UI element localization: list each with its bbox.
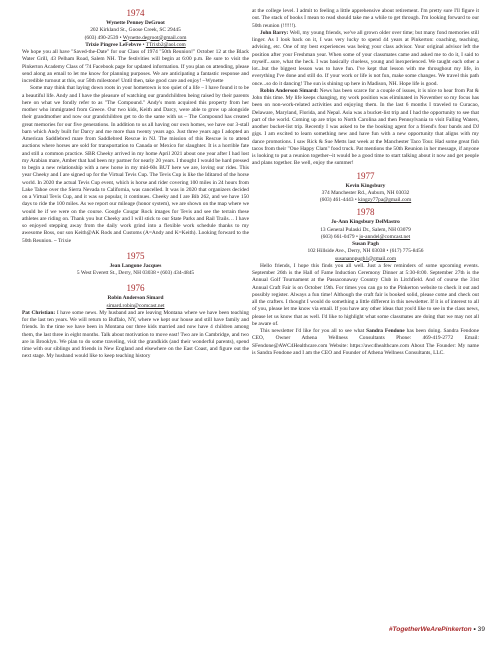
year-heading-1976: 1976 [126,283,145,294]
correspondent-address: 374 Manchester Rd., Auburn, NH 03032 [321,189,410,196]
footer-separator: • [473,626,476,633]
note-text: I have some news. My husband and are leaving Montana where we have been teaching for the last ten years. We will return to Buffalo, NY, where we kept our house and still have family and friends. In the time we have been in Montana our three kids married and now have 4 children among them, the last three in eight months. Talk about motivation to move east! Two are in Cambridge, and two are in Brooklyn. We plan to do some traveling, visit the grandkids (and their wonderful parents), spend time with our siblings and friends in New England and elsewhere on the East Coast, and figure out the next stage. My husband would like to keep teaching history [22,309,249,360]
year-heading-1977: 1977 [356,170,375,181]
correspondent-name: Trixie Pingree LeFebvre [85,41,142,48]
phone-number: (603) 461-4443 [319,197,354,203]
email-link[interactable]: susanannpugh1@gmail.com [334,255,397,262]
correspondent-name: Robin Anderson Simard [107,295,164,302]
footer-hashtag: #TogetherWeArePinkerton [388,626,472,633]
note-author: Pat Christian: [22,309,56,316]
left-column [22,8,249,361]
email-link[interactable]: TTrixb2@aol.com [145,41,186,48]
note-author: John Barry: [260,29,289,36]
class-note-paragraph: This newsletter I'd like for you all to see what Sandra Fendone has been doing. Sandra Fendone CEO, Owner Athena Wellness Consultants Phone: 469-419-2772 Email: SFendone@AWC4Healthcare.com Website: https://awc4healthcare.com About The Founder: My name is Sandra Fendone and I am the CEO and Founder of Athena Wellness Consultants, LLC. [252,328,479,356]
year-heading-1975: 1975 [126,250,145,261]
correspondent-address: 13 General Pulaski Dr., Salem, NH 03079 [320,226,411,233]
email-link[interactable]: simard.robin@comcast.net [106,302,165,309]
phone-number: (603) 661-0479 [320,233,355,240]
correspondent-name: Wynette Penney DeGroot [106,20,165,26]
email-link[interactable]: Wynette.degroot@gmail.com [122,34,187,41]
class-note-paragraph [22,310,249,361]
correspondent-contact: (603) 490-2539 • Wynette.degroot@gmail.com [84,34,187,41]
note-text: News has been scarce for a couple of issues, it is nice to hear from Pat & John this time. My life keeps changing, my work position was eliminated in November so my focus has been on non-work-related activities and enjoying them. In the last 6 months I traveled to Curacao, Delaware, Maryland, Florida, and Nepal. Asia was a bucket-list trip and I had the opportunity to see that part of the world. Coming up are trips to North Carolina and then Pennsylvania to visit Falling Waters, another bucket-list trip. Recently I was asked to be the booking agent for a friend's four bands and DJ gigs. I am excited to learn something new and have fun with a new opportunity that aligns with my dance promotions. I saw Rick & Sue Metts last week at the Manchester Taco Tour. Had some great fish tacos from their "One Happy Clam" food truck. Pat mentions the 50th Reunion in her message, if anyone is looking to put a reunion together--it would be a good time to start talking about it now and get people and plans together. Be well, enjoy the summer! [252,87,479,167]
page-number: 39 [477,626,485,633]
correspondent-address: 102 Hillside Ave., Derry, NH 03038 • (617) 775-8456 [307,248,424,255]
correspondent-address: 5 West Everett St., Derry, NH 03038 • (603) 434-4845 [76,270,195,276]
phone-number: (603) 490-2539 [84,34,119,41]
highlighted-name: Sandra Fendone [366,328,405,334]
year-heading-1974: 1974 [126,8,145,18]
correspondent-name: Jo-Ann Kingsbury DelMastro [331,219,400,226]
correspondent-2: Trixie Pingree LeFebvre • TTrixb2@aol.com [85,41,186,48]
note-author: Robin Anderson Simard: [260,87,319,94]
right-column: at the college level. I admit to feeling a little apprehensive about retirement. I'm pretty sure I'll figure it out. The stack of books I mean to read should take me a while to get through. I'm looking forward to our 50th reunion (!!!!!!). John Barry: Well, my young friends, we've all grown older over time; but many fond memories still linger. As I look back on it, I was very lucky to spend 44 years at Pinkerton: coaching, teaching, advising, etc. One of my best experiences was being your class advisor. Your original advisor left the position after your Freshman year. When some of your classmates came and asked me to do it, I said to myself...sure, what the heck. I was basically clueless, young and inexperienced. We taught each other a lot...but the biggest lesson was to have fun. I've kept that lesson with me throughout my life, in everything I've done and still do. If your work or life is not fun, make some changes. We travel this path once...so do it dancing! The sun is shining up here in Madison, NH. Hope life is good. Robin Anderson Simard: News has been scarce for a couple of issues, it is nice to hear from Pat & John this time. My life keeps changing, my work position was eliminated in November so my focus has been on non-work-related activities and enjoying them. In the last 6 months I traveled to Curacao, Delaware, Maryland, Florida, and Nepal. Asia was a bucket-list trip and I had the opportunity to see that part of the world. Coming up are trips to North Carolina and then Pennsylvania to visit Falling Waters, another bucket-list trip. Recently I was asked to be the booking agent for a friend's four bands and DJ gigs. I am excited to learn something new and have fun with a new opportunity that aligns with my dance promotions. I saw Rick & Sue Metts last week at the Manchester Taco Tour. Had some great fish tacos from their "One Happy Clam" food truck. Pat mentions the 50th Reunion in her message, if anyone is looking to put a reunion together--it would be a good time to start talking about it now and get people and plans together. Be well, enjoy the summer! 1977 Kevin Kingsbury 374 Manchester Rd., Auburn, NH 03032 (603) 461-4443 • kingzy77pa@gmail.com 1978 Jo-Ann Kingsbury DelMastro 13 General Pulaski Dr., Salem, NH 03079 (603) 661-0479 • jo-anndel@comcast.net Susan Pagh 102 Hillside Ave., Derry, NH 03038 • (617) 775-8456 susanannpugh1@gmail.com Hello friends, I hope this finds you all well. Just a few reminders of some upcoming events. September 26th is the Hall of Fame Induction Ceremony Dinner at 5:30-8:00. September 27th is the Annual Golf Tournament at the Passaconaway Country Club in Litchfield. And of course the 31st Annual Craft Fair is on October 19th. For times you can go to the Pinkerton website to check it out and possibly register. Always a fun time! Although the craft fair is booked solid, please come and check out all the crafters. I thought I would do something a little different in this newsletter. If it is of interest to all of you, please let me know via email. If you have any other ideas that you'd like to see in the class news, please let us know that as well. I'd like to highlight what some classmates are doing that we may not all be aware of. This newsletter I'd like for you all to see what Sandra Fendone has been doing. Sandra Fendone CEO, Owner Athena Wellness Consultants Phone: 469-419-2772 Email: SFendone@AWC4Healthcare.com Website: https://awc4healthcare.com About The Founder: My name is Sandra Fendone and I am the CEO and Founder of Athena Wellness Consultants, LLC. [252,8,479,356]
year-heading-1978: 1978 [356,207,375,218]
class-note-paragraph: Some may think that laying down roots in your hometown is too quiet of a life – I have found it to be a beautiful life. Andy and I have the pleasure of watching our grandchildren being raised by their parents here on what we fondly refer to as "The Compound." Andy's mom acquired this property from her mother who immigrated from Greece. Our two kids, Keith and Darcy, were able to grow up alongside their grandmother and now our grandchildren get to do the same with us – The Compound has created great memories for our five generations. In addition to us all having our own homes, we have our 3-stall barn which Andy built for Darcy and me more than twenty years ago. Just three years ago I adopted an American Saddlebred mare from Saddlebred Rescue in NJ. The mission of this Rescue is to attend auctions where horses are sold for transportation to Canada or Mexico for slaughter. It is a horrible fate and still a common practice. SBR Cheeky arrived in my home April 2021 about one year after I had lost my Arabian mare, Amber that had been my partner for nearly 20 years. I thought I would be hard pressed to begin a new relationship with a new horse in my mid-60s BUT here we are, loving our rides. This year Cheeky and I are signed up for the Virtual Tevis Cup. The Tevis Cup is like the Iditarod of the horse world. In 2020 the actual Tevis Cup event, which is horse and rider covering 100 miles in 24 hours from Lake Tahoe over the Sierra Nevada to California, was cancelled. It was in 2020 that organizers decided on a Virtual Tevis Cup, and it was so popular, it continues. Cheeky and I are Bib 262, and we have 150 days to ride the 100 miles. As we report our mileage (honor system), we are shown on the map where we would be if we were on the course. Google Cougar Rock images for Tevis and see the terrain these athletes are riding on. Thank you but Cheeky and I will stick to our State Parks and Rail Trails… I have so enjoyed stepping away from the daily work grind into a flexible work schedule thanks to my awesome Boss, our son Keith@AK Rods and Customs (A=Andy and K=Keith). Looking forward to the 50th Reunion. ~ Trixie [22,85,249,244]
correspondent-name: Kevin Kingsbury [345,182,386,189]
email-link[interactable]: kingzy77pa@gmail.com [358,197,412,203]
class-note-paragraph [252,30,479,88]
page-footer [385,626,485,633]
note-text: Well, my young friends, we've all grown older over time; but many fond memories still linger. As I look back on it, I was very lucky to spend 44 years at Pinkerton: coaching, teaching, advising, etc. One of my best experiences was being your class advisor. Your original advisor left the position after your Freshman year. When some of your classmates came and asked me to do it, I said to myself...sure, what the heck. I was basically clueless, young and inexperienced. We taught each other a lot...but the biggest lesson was to have fun. I've kept that lesson with me throughout my life, in everything I've done and still do. If your work or life is not fun, make some changes. We travel this path once...so do it dancing! The sun is shining up here in Madison, NH. Hope life is good. [252,29,479,87]
class-note-paragraph: We hope you all have "Saved-the-Date" for our Class of 1974 "50th Reunion!" October 12 at the Black Water Grill, 43 Pelham Road, Salem NH. The festivities will begin at 6:00 p.m. Be sure to visit the Pinkerton Academy Class of '74 Facebook page for updated information. If you plan on attending, please send along an email to let me know for planning purposes. We are anticipating a fantastic response and incredible turnout at this, our 50th milestone! Until then, take good care and enjoy! ~Wynette [22,49,249,84]
correspondent-name: Jean Langone Jacques [109,262,162,269]
class-note-paragraph: Hello friends, I hope this finds you all well. Just a few reminders of some upcoming events. September 26th is the Hall of Fame Induction Ceremony Dinner at 5:30-8:00. September 27th is the Annual Golf Tournament at the Passaconaway Country Club in Litchfield. And of course the 31st Annual Craft Fair is on October 19th. For times you can go to the Pinkerton website to check it out and possibly register. Always a fun time! Although the craft fair is booked solid, please come and check out all the crafters. I thought I would do something a little different in this newsletter. If it is of interest to all of you, please let me know via email. If you have any other ideas that you'd like to see in the class news, please let us know that as well. I'd like to highlight what some classmates are doing that we may not all be aware of. [252,262,479,327]
correspondent-name: Susan Pagh [352,241,379,247]
email-link[interactable]: jo-anndel@comcast.net [359,233,411,240]
class-note-paragraph: at the college level. I admit to feeling a little apprehensive about retirement. I'm pretty sure I'll figure it out. The stack of books I mean to read should take me a while to get through. I'm looking forward to our 50th reunion (!!!!!!). [252,8,479,29]
correspondent-address: 202 Kirkland St., Goose Creek, SC 29445 [90,27,181,34]
class-note-paragraph [252,88,479,168]
